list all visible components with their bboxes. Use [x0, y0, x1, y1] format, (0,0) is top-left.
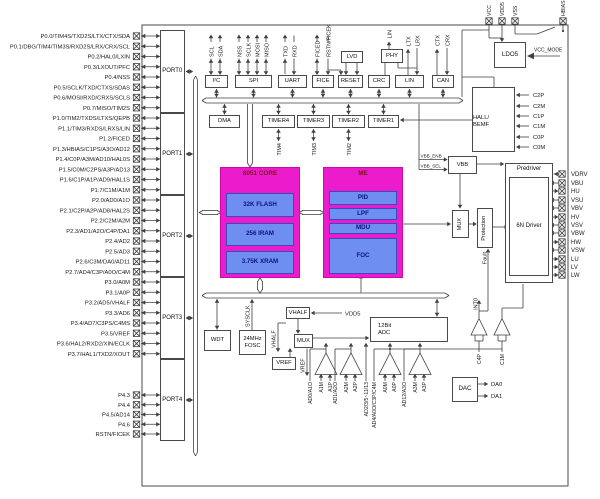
- pin-label-P2.2: P2.2/C2M/A2M: [90, 218, 130, 225]
- block-fice: FICE: [312, 75, 334, 88]
- signal-LTX: LTX: [406, 36, 413, 46]
- pin-label-P2.3: P2.3/AD1/A2O/C4P/DA1: [66, 228, 130, 235]
- signal-CRX: CRX: [445, 34, 452, 46]
- signal-TIM3: TIM3: [311, 143, 318, 156]
- pin-label-P4.3: P4.3: [118, 393, 130, 399]
- pin-label-P3.4: P3.4/AD7/C3PS/C4MS: [70, 321, 130, 327]
- me-title: ME: [358, 170, 368, 177]
- block-vbb: VBB: [448, 156, 477, 174]
- block-lvd: LVD: [341, 51, 363, 63]
- pin-label-VCC: VCC: [487, 5, 494, 16]
- fosc-line-1: 24MHz: [243, 336, 262, 343]
- block-foc: FOC: [329, 238, 397, 274]
- block-vref: VREF: [272, 357, 296, 370]
- block-xram: 3.75K XRAM: [226, 251, 294, 274]
- signal-VBB_ENB: VBB_ENB: [420, 153, 442, 159]
- block-ldo5: LDO5: [494, 42, 526, 68]
- pin-label-P1.7: P1.7/C1M/A1M: [90, 187, 130, 194]
- signal-int0: INT0: [473, 298, 480, 310]
- pin-label-VSW: VSW: [571, 248, 585, 254]
- signal-sysclk: SYSCLK: [245, 305, 252, 327]
- adc-line-1: 12Bit: [378, 323, 392, 330]
- block-vhalf: VHALF: [286, 307, 310, 319]
- signal-MISO: MISO: [264, 42, 271, 57]
- signal-C4P: C4P: [477, 354, 484, 365]
- block-phy: PHY: [381, 49, 403, 63]
- signal-C1M: C1M: [533, 124, 546, 130]
- port-box-PORT2: PORT2: [160, 195, 185, 277]
- signal-SCL: SCL: [209, 46, 216, 57]
- pin-label-P3.6: P3.6/HAL2/RXD2/XIN/ECLK: [56, 341, 130, 348]
- signal-C1M: C1M: [500, 354, 507, 365]
- block-i2c: I²C: [205, 75, 228, 88]
- block-can: CAN: [432, 75, 454, 88]
- pin-label-P4.6: P4.6: [118, 422, 130, 429]
- pin-label-P3.2: P3.2/AD5/VHALF: [84, 300, 130, 307]
- pin-label-VSS: VSS: [513, 5, 520, 16]
- signal-MOSI: MOSI: [255, 42, 262, 57]
- signal-C1P: C1P: [533, 114, 545, 120]
- block-pid: PID: [329, 191, 397, 205]
- pin-label-LU: LU: [571, 257, 579, 263]
- block-lpf: LPF: [329, 208, 397, 220]
- pin-label-P1.4: P1.4/C0P/A3M/AD10/HAL0S: [55, 157, 130, 163]
- block-dma: DMA: [209, 115, 240, 128]
- pin-label-LW: LW: [571, 273, 580, 279]
- block-reset: RESET: [338, 75, 363, 88]
- pin-label-P2.4: P2.4/AD2: [105, 239, 130, 245]
- fosc-line-2: FOSC: [244, 342, 261, 349]
- pin-label-VSV: VSV: [571, 223, 584, 229]
- pin-label-P1.6: P1.6/C1P/A1P/AD9/HAL1S: [59, 177, 130, 184]
- port-box-PORT4: PORT4: [160, 359, 185, 441]
- pin-label-P3.5: P3.5/VREF: [101, 331, 130, 338]
- signal-CTX: CTX: [435, 35, 442, 46]
- adc-ch-AD4/A0O/C3P/C4M: AD4/A0O/C3P/C4M: [372, 382, 379, 428]
- pin-label-RSTN: RSTN/FICEK: [95, 432, 130, 438]
- signal-C2M: C2M: [533, 104, 546, 110]
- pin-label-P1.3: P1.3/HBIAS/C1PS/A3O/AD12: [52, 146, 130, 153]
- signal-DA1: DA1: [491, 394, 503, 400]
- block-wdt: WDT: [204, 330, 231, 351]
- pin-label-VSU: VSU: [571, 198, 584, 204]
- amp-in-A2M: A2M: [344, 382, 351, 393]
- amp-in-A2P: A2P: [353, 382, 360, 392]
- pin-label-P2.0: P2.0/AD0/A1O: [91, 198, 130, 204]
- pin-label-VBU: VBU: [571, 181, 584, 187]
- block-crc: CRC: [368, 75, 390, 88]
- pin-label-P4.4: P4.4: [118, 402, 130, 409]
- signal-C0P: C0P: [533, 135, 545, 141]
- signal-vcc-mode: VCC_MODE: [534, 47, 563, 54]
- signal-C0M: C0M: [533, 145, 546, 151]
- block-adc-mux: MUX: [294, 334, 313, 348]
- block-dac: DAC: [452, 377, 478, 402]
- amp-in-A3M: A3M: [413, 382, 420, 393]
- amp-in-A1M: A1M: [319, 382, 326, 393]
- predriver-title: Predriver: [516, 166, 542, 172]
- core-title: 8051 CORE: [242, 170, 278, 177]
- signal-SCLK: SCLK: [246, 42, 253, 57]
- protection-label: Protection: [481, 215, 488, 241]
- amp-in-A1P: A1P: [328, 382, 335, 392]
- block-8051-core: [220, 167, 300, 278]
- pin-label-HW: HW: [571, 240, 581, 246]
- pin-label-VDD5: VDD5: [500, 2, 507, 16]
- block-adc: [370, 317, 448, 342]
- adc-ch-AD12/A3O: AD12/A3O: [402, 382, 409, 407]
- block-protection: [477, 208, 493, 248]
- signal-RXD: RXD: [292, 45, 299, 57]
- signal-fault: Fault: [482, 252, 489, 265]
- block-mdu: MDU: [329, 223, 397, 234]
- block-spi: SPI: [235, 75, 272, 88]
- port-box-PORT0: PORT0: [160, 30, 185, 113]
- pin-label-P0.1: P0.1/DBG/TIM4/TIM3S/RXD2S/LRX/CRX/SCL: [9, 44, 130, 51]
- driver-mux-label: MUX: [456, 217, 463, 231]
- block-6n-driver: 6N Driver: [509, 177, 549, 276]
- port-box-PORT3: PORT3: [160, 277, 185, 359]
- block-timer4: TIMER4: [262, 115, 295, 128]
- block-me: [323, 167, 403, 278]
- pin-label-VBV: VBV: [571, 206, 584, 212]
- pin-label-P1.0: P1.0/TIM2/TXDS/LTXS/QEPB: [52, 116, 130, 122]
- signal-TIM2: TIM2: [346, 143, 353, 156]
- signal-TXD: TXD: [283, 46, 290, 57]
- port-box-PORT1: PORT1: [160, 113, 185, 195]
- block-fosc: [239, 330, 266, 355]
- signal-RSTN/FICEK: RSTN/FICEK: [326, 24, 333, 57]
- block-flash: 32K FLASH: [226, 193, 294, 217]
- block-timer2: TIMER2: [332, 115, 365, 128]
- pin-label-HBIAS: HBIAS: [561, 0, 568, 16]
- pin-label-P0.0: P0.0/TIM4S/TXD2S/LTX/CTX/SDA: [40, 34, 130, 40]
- pin-label-P0.2: P0.2/HAL0/LXIN: [87, 54, 130, 61]
- pin-label-P2.6: P2.6/C3M/DA0/AD11: [75, 259, 130, 266]
- adc-ch-direct: AD2/3/5~11/13: [364, 382, 371, 417]
- amp-in-A0P: A0P: [392, 382, 399, 392]
- pin-label-P4.5: P4.5/AD14: [101, 412, 130, 419]
- amp-in-A3P: A3P: [422, 382, 429, 392]
- adc-ch-AD0/A1O: AD0/A1O: [308, 382, 315, 404]
- pin-label-P3.7: P3.7/HAL1/TXD2/XOUT: [67, 351, 130, 358]
- hall-title-1: HALL/: [473, 115, 490, 122]
- pin-label-P2.5: P2.5/AD3: [105, 249, 130, 256]
- pin-label-P2.7: P2.7/AD4/C3P/A0O/C4M: [65, 269, 130, 276]
- signal-C2P: C2P: [533, 93, 545, 99]
- pin-label-VDRV: VDRV: [571, 172, 588, 178]
- block-timer3: TIMER3: [297, 115, 330, 128]
- hall-title-2: BEMF: [473, 121, 490, 128]
- signal-vhalf: VHALF: [271, 330, 278, 348]
- pin-label-VBW: VBW: [571, 231, 585, 237]
- block-hall-bemf: [472, 87, 515, 152]
- adc-line-2: ADC: [378, 329, 391, 336]
- signal-VBB_SEL: VBB_SEL: [420, 163, 441, 169]
- pin-label-HV: HV: [571, 215, 580, 221]
- signal-FICED: FICED: [315, 40, 322, 57]
- signal-lin-pin: LIN: [387, 29, 394, 39]
- pin-label-HU: HU: [571, 189, 580, 195]
- block-iram: 256 IRAM: [226, 223, 294, 246]
- signal-LRX: LRX: [415, 35, 422, 46]
- pin-label-LV: LV: [571, 265, 578, 271]
- pin-label-P1.1: P1.1/TIM3/RXDS/LRXS/LIN: [58, 126, 130, 133]
- pin-label-P0.5: P0.5/SCLK/TXD/CTXS/SDAS: [53, 85, 130, 92]
- signal-TIM4: TIM4: [276, 143, 283, 156]
- amp-in-A0M: A0M: [383, 382, 390, 393]
- adc-ch-AD1/A2O: AD1/A2O: [333, 382, 340, 404]
- block-timer1: TIMER1: [368, 115, 399, 128]
- block-driver-mux: [452, 210, 469, 238]
- pin-label-P3.1: P3.1/A0P: [105, 290, 130, 297]
- pin-label-P0.4: P0.4/NSS: [104, 75, 130, 81]
- signal-SDA: SDA: [218, 45, 225, 57]
- pin-label-P0.7: P0.7/MISO/TIM2S: [82, 105, 130, 112]
- pin-label-P3.0: P3.0/A0M: [104, 280, 130, 286]
- pin-label-P0.3: P0.3/LXOUT/PFC: [83, 64, 130, 71]
- pin-label-P1.5: P1.5/C0M/C2PS/A3P/AD13: [58, 167, 130, 174]
- signal-vref: VREF: [300, 358, 307, 373]
- signal-vdd5: VDD5: [345, 311, 361, 318]
- pin-label-P3.3: P3.3/AD6: [105, 310, 130, 317]
- pin-label-P0.6: P0.6/MOSI/RXD/CRXS/SCLS: [53, 95, 130, 102]
- block-lin: LIN: [395, 75, 424, 88]
- pin-label-P1.2: P1.2/FICED: [99, 136, 130, 143]
- signal-NSS: NSS: [237, 45, 244, 57]
- pin-label-P2.1: P2.1/C2P/A2P/AD8/HAL2S: [59, 208, 130, 215]
- block-uart: UART: [278, 75, 307, 88]
- signal-DA0: DA0: [491, 382, 503, 388]
